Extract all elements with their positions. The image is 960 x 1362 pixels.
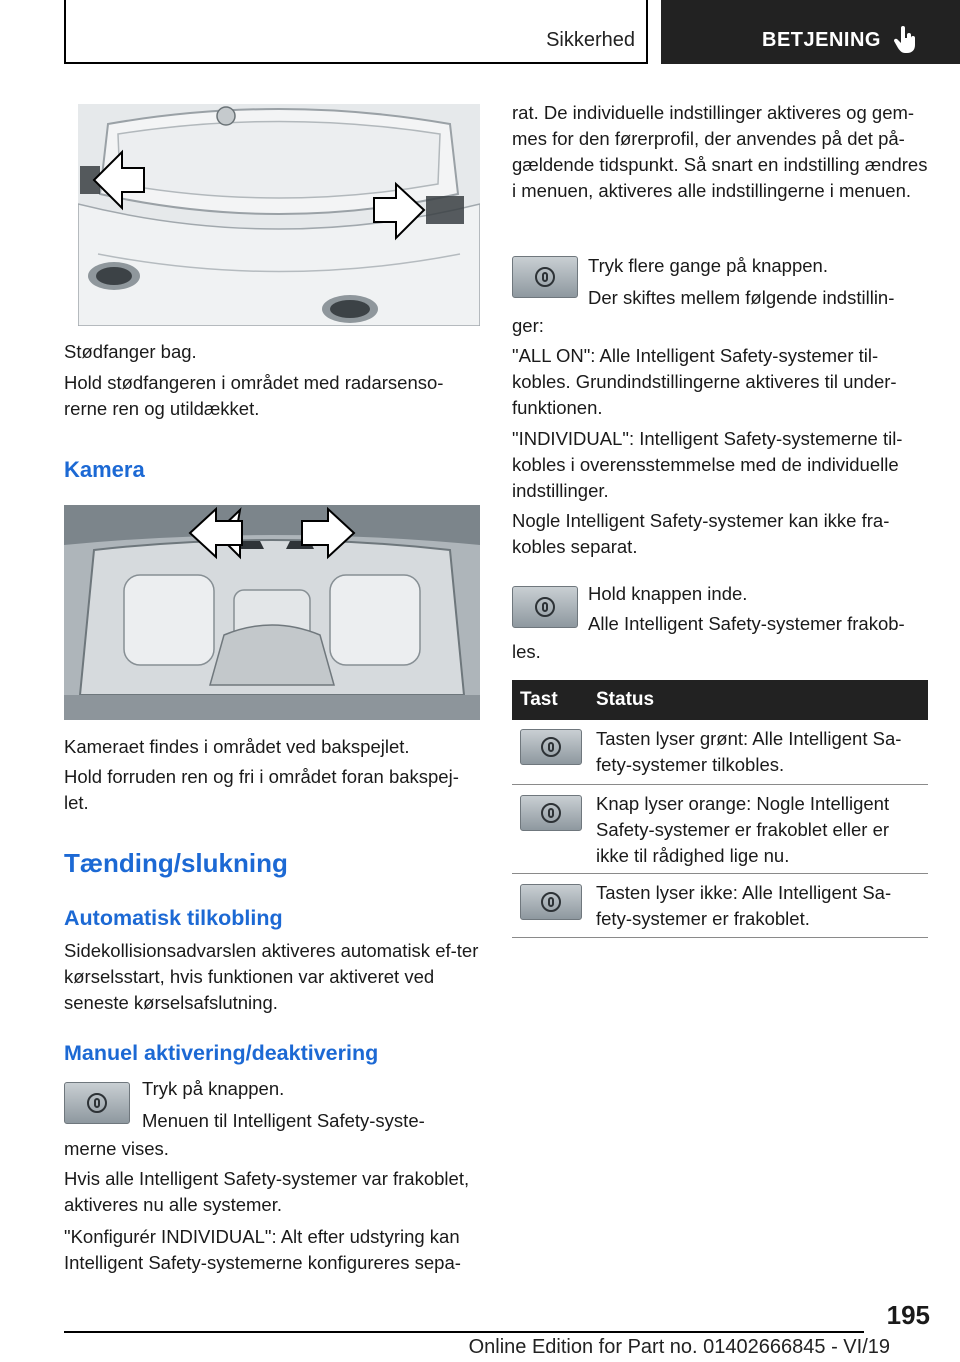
- status-cell: Knap lyser orange: Nogle Intelligent Safety-systemer er frakoblet eller er ikke til rådighed lige nu.: [596, 793, 890, 866]
- status-cell: Tasten lyser grønt: Alle Intelligent Sa-fety-systemer tilkobles.: [596, 728, 902, 775]
- para-some: Nogle Intelligent Safety-systemer kan ikke fra-kobles separat.: [512, 510, 890, 557]
- btn1-cont: merne vises.: [64, 1138, 169, 1159]
- para-camera: Hold forruden ren og fri i området foran bakspej-let.: [64, 766, 459, 813]
- chapter-tab: [661, 0, 960, 64]
- caption-bumper: Stødfanger bag.: [64, 341, 197, 362]
- heading-auto: Automatisk tilkobling: [64, 906, 283, 930]
- col-status: Status: [596, 689, 655, 710]
- button-orange-icon: [520, 795, 582, 831]
- row-divider: [512, 937, 928, 938]
- caption-camera: Kameraet findes i området ved bakspejlet.: [64, 736, 410, 757]
- btn1-line1: Tryk på knappen.: [142, 1078, 285, 1099]
- footer-line: [64, 1331, 864, 1333]
- row-divider: [512, 784, 928, 785]
- btn1-line2: Menuen til Intelligent Safety-syste-: [142, 1110, 425, 1131]
- btn3-line1: Hold knappen inde.: [588, 583, 748, 604]
- rear-bumper-image: [78, 104, 480, 326]
- page-number: 195: [886, 1300, 930, 1330]
- para-bumper: Hold stødfangeren i området med radarsenso-rerne ren og utildækket.: [64, 372, 444, 419]
- btn2-cont: ger:: [512, 315, 544, 336]
- para-auto: Sidekollisionsadvarslen aktiveres automatisk ef-ter kørselsstart, hvis funktionen var aktiveret ved seneste kørselsafslutning.: [64, 940, 479, 1013]
- safety-button-icon: [512, 586, 578, 628]
- heading-taending: Tænding/slukning: [64, 848, 288, 878]
- para-all-systems: Hvis alle Intelligent Safety-systemer var frakoblet, aktiveres nu alle systemer.: [64, 1168, 470, 1215]
- header-border-bottom: [64, 62, 648, 64]
- header-border-left: [64, 0, 66, 64]
- rear-window-camera-image: [64, 505, 480, 720]
- safety-button-icon: [64, 1082, 130, 1124]
- btn2-line2: Der skiftes mellem følgende indstillin-: [588, 287, 895, 308]
- pointing-hand-icon: [893, 26, 919, 54]
- chapter-title: BETJENING: [762, 29, 881, 51]
- para-right-top: rat. De individuelle indstillinger aktiveres og gem-mes for den førerprofil, der anvendes på det på-gældende tidspunkt. Så snart en indstilling ændres i menuen, aktiveres alle indstillingerne i menuen.: [512, 102, 928, 201]
- footer-edition: Online Edition for Part no. 01402666845 - VI/19: [468, 1336, 890, 1358]
- heading-manual: Manuel aktivering/deaktivering: [64, 1041, 379, 1065]
- header-divider: [646, 0, 648, 64]
- btn3-line2: Alle Intelligent Safety-systemer frakob-: [588, 613, 905, 634]
- status-cell: Tasten lyser ikke: Alle Intelligent Sa-fety-systemer er frakoblet.: [596, 882, 892, 929]
- para-configure: "Konfigurér INDIVIDUAL": Alt efter udstyring kan Intelligent Safety-systemerne konfigureres sepa-: [64, 1226, 461, 1273]
- para-individual: "INDIVIDUAL": Intelligent Safety-systemerne til-kobles i overensstemmelse med de individuelle indstillinger.: [512, 428, 903, 501]
- button-green-icon: [520, 729, 582, 765]
- para-all-on: "ALL ON": Alle Intelligent Safety-systemer til-kobles. Grundindstillingerne aktiveres til under-funktionen.: [512, 345, 897, 418]
- btn2-line1: Tryk flere gange på knappen.: [588, 255, 828, 276]
- table-header: [512, 680, 928, 720]
- safety-button-icon: [512, 256, 578, 298]
- btn3-cont: les.: [512, 641, 541, 662]
- button-off-icon: [520, 884, 582, 920]
- col-tast: Tast: [520, 689, 558, 710]
- row-divider: [512, 873, 928, 874]
- section-title: Sikkerhed: [546, 29, 635, 51]
- heading-kamera: Kamera: [64, 457, 145, 482]
